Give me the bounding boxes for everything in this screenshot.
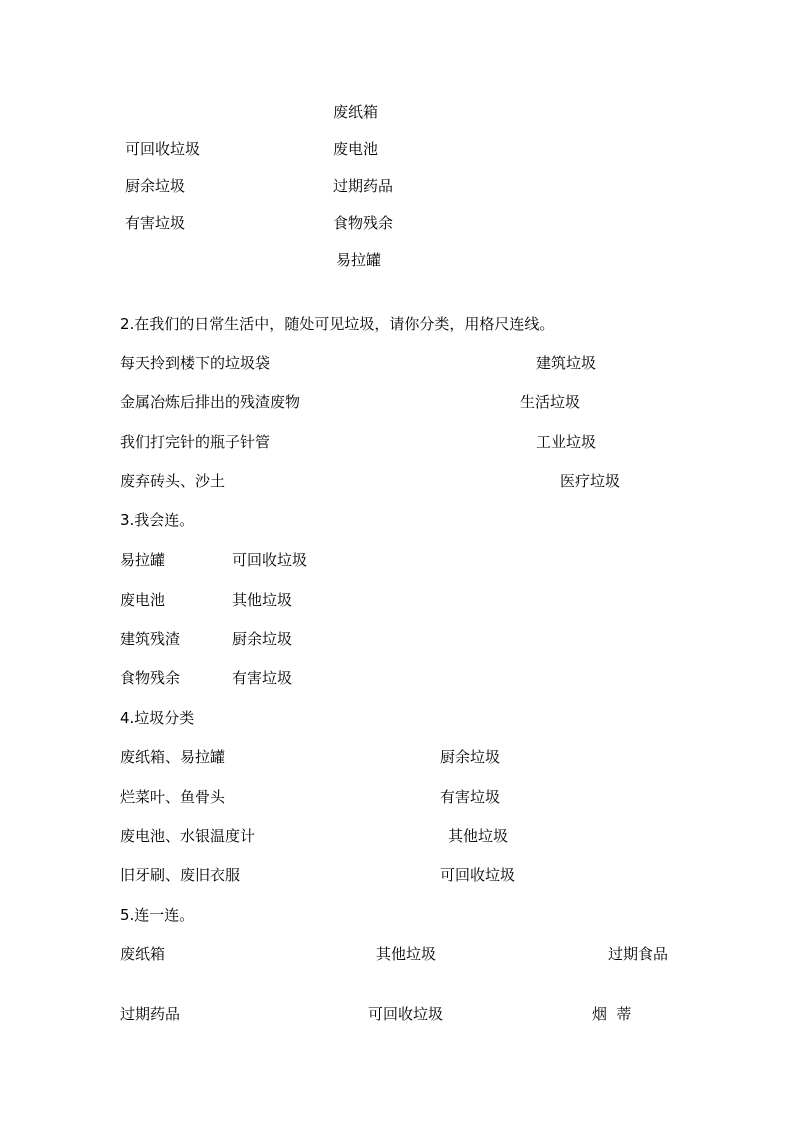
q3-left-item: 建筑残渣: [120, 630, 181, 648]
q5-row1-item: 废纸箱: [120, 945, 166, 963]
q2-right-item: 生活垃圾: [520, 393, 581, 411]
q1-right-item: 废电池: [333, 140, 379, 158]
q5-row2-item: 烟 蒂: [592, 1005, 632, 1023]
q3-right-item: 厨余垃圾: [232, 630, 293, 648]
q5-title: 5.连一连。: [120, 906, 195, 924]
q2-right-item: 建筑垃圾: [536, 354, 597, 372]
q3-right-item: 可回收垃圾: [232, 551, 308, 569]
q4-title: 4.垃圾分类: [120, 709, 195, 727]
q3-left-item: 易拉罐: [120, 551, 166, 569]
q5-row1-item: 其他垃圾: [376, 945, 437, 963]
q2-title: 2.在我们的日常生活中，随处可见垃圾，请你分类，用格尺连线。: [120, 315, 555, 333]
q1-right-item: 易拉罐: [336, 251, 382, 269]
q4-right-item: 其他垃圾: [448, 827, 509, 845]
q2-left-item: 我们打完针的瓶子针管: [120, 433, 271, 451]
q2-left-item: 废弃砖头、沙土: [120, 472, 226, 490]
q1-right-item: 废纸箱: [333, 103, 379, 121]
q2-left-item: 每天拎到楼下的垃圾袋: [120, 354, 271, 372]
q4-right-item: 有害垃圾: [440, 788, 501, 806]
q1-left-item: 可回收垃圾: [125, 140, 201, 158]
q2-left-item: 金属冶炼后排出的残渣废物: [120, 393, 301, 411]
q2-right-item: 工业垃圾: [536, 433, 597, 451]
q3-title: 3.我会连。: [120, 511, 195, 529]
q3-left-item: 废电池: [120, 591, 166, 609]
q3-left-item: 食物残余: [120, 669, 181, 687]
q1-left-item: 有害垃圾: [125, 214, 186, 232]
q2-right-item: 医疗垃圾: [560, 472, 621, 490]
q1-right-item: 食物残余: [333, 214, 394, 232]
q5-row2-item: 可回收垃圾: [368, 1005, 444, 1023]
q5-row1-item: 过期食品: [608, 945, 669, 963]
q4-left-item: 烂菜叶、鱼骨头: [120, 788, 226, 806]
q4-left-item: 旧牙刷、废旧衣服: [120, 866, 241, 884]
q5-row2-item: 过期药品: [120, 1005, 181, 1023]
q4-right-item: 可回收垃圾: [440, 866, 516, 884]
q1-right-item: 过期药品: [333, 177, 394, 195]
q4-right-item: 厨余垃圾: [440, 748, 501, 766]
q4-left-item: 废电池、水银温度计: [120, 827, 256, 845]
q3-right-item: 有害垃圾: [232, 669, 293, 687]
q1-left-item: 厨余垃圾: [125, 177, 186, 195]
q3-right-item: 其他垃圾: [232, 591, 293, 609]
q4-left-item: 废纸箱、易拉罐: [120, 748, 226, 766]
